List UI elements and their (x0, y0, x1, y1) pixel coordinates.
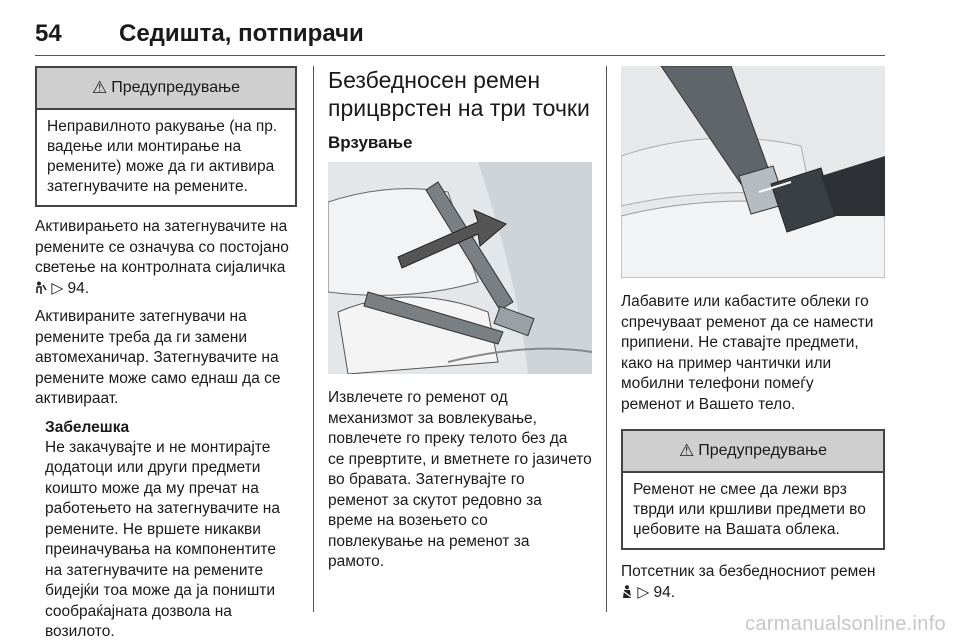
page-title: Седишта, потпирачи (119, 20, 364, 47)
section-heading: Безбедносен ремен прицврстен на три точки (328, 67, 590, 121)
arrow-ref-icon[interactable]: ▷ (51, 279, 64, 297)
watermark: carmanualsonline.info (745, 613, 946, 635)
replacement-paragraph: Активираните затегнувачи на ремените треба да ги замени автомеханичар. Затегнувачите на ремените може само еднаш да се активираат. (35, 308, 281, 407)
buckle-illustration (621, 66, 885, 278)
seatbelt-pretensioner-icon (35, 281, 47, 295)
warning-triangle-icon: ⚠ (678, 441, 695, 460)
subsection-heading: Врзување (328, 133, 413, 152)
clothing-paragraph: Лабавите или кабастите облеки го спречуваат ременот да се намести припиени. Не ставајте предмети, како на пример чантички или мобилни телефони помеѓу ременот и Вашето тело. (621, 293, 874, 413)
seatbelt-reminder-icon (621, 585, 633, 599)
note-label: Забелешка (45, 418, 130, 436)
warning-heading: ⚠ Предупредување (623, 431, 883, 473)
warning-box-2 (621, 429, 885, 550)
warning-heading: ⚠ Предупредување (37, 68, 295, 110)
column-1 (35, 66, 297, 640)
fastening-illustration (328, 162, 592, 374)
pretensioner-indicator-paragraph: Активирањето на затегнувачите на ремените се означува со постојано светење на контролната сијаличка ▷ 94. (35, 218, 289, 297)
column-divider-2 (606, 66, 607, 612)
arrow-ref-icon[interactable]: ▷ (637, 583, 650, 601)
column-divider-1 (313, 66, 314, 612)
page-ref[interactable]: 94. (67, 279, 90, 297)
page-number: 54 (35, 20, 62, 47)
column-3 (621, 66, 885, 612)
fastening-paragraph: Извлечете го ременот од механизмот за вовлекување, повлечете го преку телото без да се превртите, и вметнете го јазичето во бравата. Затегнувајте го ременот за скутот редовно за време на возењето со повлекување на ременот за рамото. (328, 389, 592, 570)
page-header (35, 14, 885, 56)
note-block (35, 418, 297, 643)
warning-text: Ременот не смее да лежи врз тврди или кршливи предмети во џебовите на Вашата облека. (633, 481, 866, 538)
header-rule (35, 55, 885, 56)
warning-triangle-icon: ⚠ (91, 78, 108, 97)
reminder-paragraph: Потсетник за безбедносниот ремен ▷ 94. (621, 563, 876, 601)
warning-box-1 (35, 66, 297, 207)
note-text: Не закачувајте и не монтирајте додатоци или други предмети коишто може да му пречат на работењето на затегнувачите на ремените. Не вршете никакви преиначувања на компонентите на затегнувачите на ремените бидејќи тоа може да ја поништи сообраќајната дозвола на возилото. (45, 438, 280, 640)
column-2 (328, 66, 592, 612)
page-ref[interactable]: 94. (653, 583, 676, 601)
warning-text: Неправилното ракување (на пр. вадење или монтирање на ремените) може да ги активира затегнувачите на ремените. (47, 118, 278, 195)
